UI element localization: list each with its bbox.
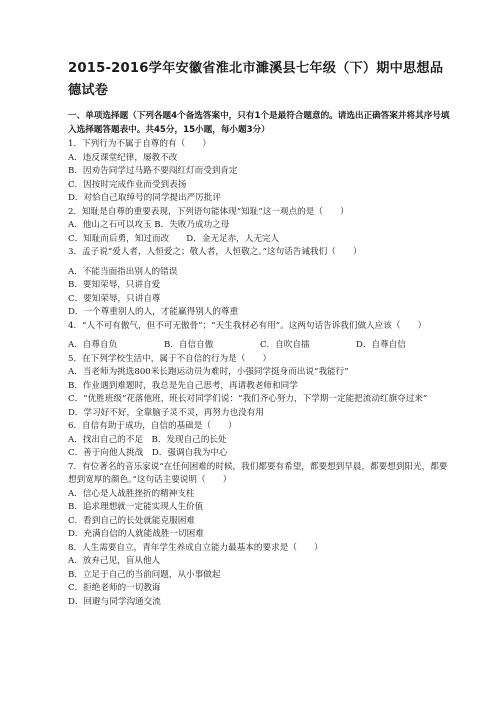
q4-option-c: C．自吹自擂: [260, 340, 310, 350]
question-1: 1．下列行为不属于自尊的有（ ）: [68, 139, 211, 149]
q7-option-b: B．追求理想就一定能实现人生价值: [68, 502, 204, 512]
section-heading: 一、单项选择题（下列各题4个备选答案中，只有1个是最符合题意的。请选出正确答案并将其序号填入选择题答题表中。共45分，15小题，每小题3分）: [68, 111, 450, 135]
q3-option-a: A．不能当面指出别人的错误: [68, 266, 178, 277]
question-4: 4．“人不可有傲气，但不可无傲骨”；“天生我材必有用”。这两句话告诉我们做人应该（ ）: [68, 320, 427, 331]
question-2: 2．知耻是自尊的重要表现，下列语句能体现“知耻”这一观点的是（ ）: [68, 206, 349, 217]
q5-option-d: D．学习好不好，全靠脑子灵不灵，再努力也没有用: [68, 407, 264, 418]
q1-option-d: D．对恰自己取绰号的同学提出严厉批评: [68, 193, 221, 203]
q3-option-b: B．要知荣辱，只讲自爱: [68, 280, 161, 290]
q8-option-b: B．立足于自己的当前问题，从小事做起: [68, 569, 221, 580]
question-3: 3．孟子说“爱人者，人恒爱之；敬人者，人恒敬之。”这句话告诫我们（ ）: [68, 247, 362, 257]
q6-options-cd: C．善于向他人挑战 D．强调自我为中心: [68, 448, 228, 458]
q7-option-c: C．看到自己的长处就能克服困难: [68, 515, 195, 526]
q4-option-a: A．自尊自负: [68, 340, 118, 350]
q4-options: [68, 339, 452, 353]
q8-option-d: D．回避与同学沟通交流: [68, 596, 161, 607]
q1-option-c: C．因按时完成作业而受到表扬: [68, 179, 187, 190]
q8-option-a: A．放弃己见，盲从他人: [68, 556, 161, 566]
q5-option-b: B．作业遇到难题时，我总是先自己思考，再请教老师和同学: [68, 380, 298, 391]
question-7: 7．有位著名的音乐家说“在任何困难的时候，我们都要有希望，都要想到早晨，都要想到阳光，都要想到宽厚的颜色。”这句话主要说明（ ）: [68, 461, 448, 485]
q1-option-b: B．因劝告同学过马路不要闯红灯而受到肯定: [68, 166, 238, 176]
q5-option-c: C．“优胜班级”花落他班，班长对同学们说：“我们齐心努力，下学期一定能把流动红旗夺过来”: [68, 394, 428, 404]
q2-options-ab: A．他山之石可以攻玉 B．失败乃成功之母: [68, 220, 230, 230]
question-6: 6．自信有助于成功，自信的基础是（ ）: [68, 421, 237, 431]
q7-option-d: D．充满自信的人就能战胜一切困难: [68, 529, 204, 539]
q5-option-a: A．当老师为挑选800米长跑运动员为难时，小强同学挺身而出说“我能行”: [68, 367, 349, 377]
q4-option-b: B．自信自傲: [164, 340, 214, 350]
question-8: 8．人生需要自立，青年学生养成自立能力最基本的要求是（ ）: [68, 542, 323, 553]
q3-option-d: D．一个尊重别人的人，才能赢得别人的尊重: [68, 307, 239, 317]
q8-option-c: C．拒绝老师的一切教诲: [68, 583, 161, 593]
question-5: 5．在下列学校生活中，属于不自信的行为是（ ）: [68, 353, 272, 364]
q6-options-ab: A．找出自己的不足 B．发现自己的长处: [68, 434, 227, 445]
q1-option-a: A．违反课堂纪律，屡教不改: [68, 152, 178, 163]
q4-option-d: D．自尊自信: [356, 340, 406, 350]
q3-option-c: C．要知荣辱，只讲自尊: [68, 293, 161, 304]
q2-options-cd: C．知耻而后勇，知过而改 D．金无足赤，人无完人: [68, 233, 280, 244]
q7-option-a: A．信心是人战胜挫折的精神支柱: [68, 488, 195, 499]
exam-title: 2015-2016学年安徽省淮北市濉溪县七年级（下）期中思想品德试卷: [68, 61, 444, 98]
